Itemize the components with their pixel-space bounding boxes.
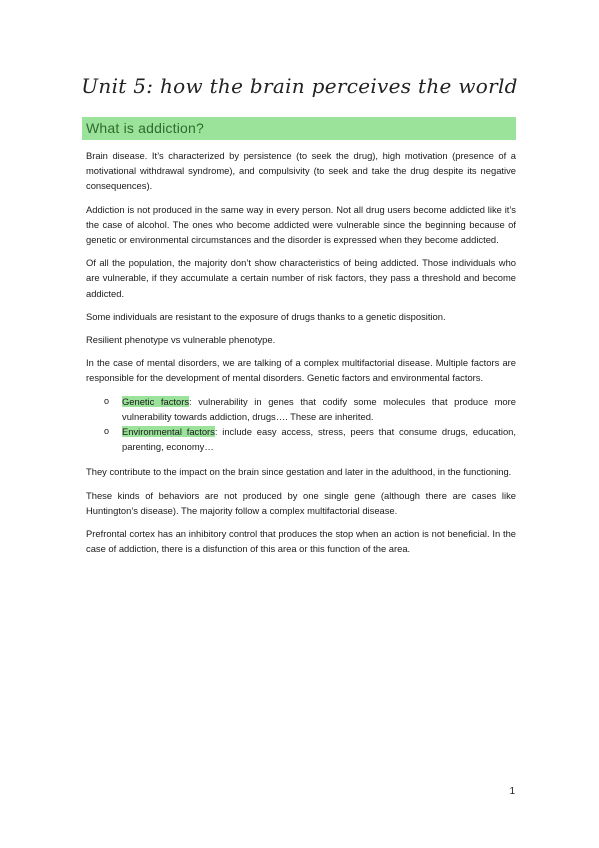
- list-item: [104, 394, 516, 424]
- highlighted-term: Genetic factors: [122, 395, 190, 407]
- paragraph: Addiction is not produced in the same way in every person. Not all drug users become addicted like it’s the case of alcohol. The ones who become addicted were vulnerable since the beginning because of genetic or environmental circumstances and the disorder is expressed when they become addicted.: [86, 203, 516, 246]
- section-heading: What is addiction?: [86, 120, 204, 136]
- paragraph: These kinds of behaviors are not produced by one single gene (although there are cases like Huntington’s disease). The majority follow a complex multifactorial disease.: [86, 489, 516, 516]
- section-heading-bar: [82, 117, 516, 140]
- highlighted-term: Environmental factors: [122, 426, 215, 438]
- paragraph: In the case of mental disorders, we are talking of a complex multifactorial disease. Multiple factors are responsible for the development of mental disorders. Genetic factors and environmental factors.: [86, 357, 516, 384]
- page-number: 1: [509, 786, 515, 797]
- paragraph: Some individuals are resistant to the exposure of drugs thanks to a genetic disposition.: [86, 310, 446, 322]
- factors-list: [86, 394, 516, 455]
- bullet-marker: o: [104, 395, 110, 406]
- paragraph: Brain disease. It’s characterized by persistence (to seek the drug), high motivation (presence of a motivational withdrawal syndrome), and compulsivity (to seek and take the drug despite its negative consequences).: [86, 150, 516, 192]
- paragraph: Of all the population, the majority don’t show characteristics of being addicted. Those individuals who are vulnerable, if they accumulate a certain number of risk factors, they pass a threshold and become addicted.: [86, 257, 516, 299]
- paragraph: Resilient phenotype vs vulnerable phenotype.: [86, 334, 276, 346]
- page-title: Unit 5: how the brain perceives the world: [81, 74, 518, 98]
- list-item-text: : include easy access, stress, peers that consume drugs, education, parenting, economy…: [122, 426, 516, 453]
- bullet-marker: o: [104, 426, 110, 437]
- list-item-text: : vulnerability in genes that codify some molecules that produce more vulnerability towards addiction, drugs…. These are inherited.: [122, 395, 516, 422]
- document-body: [86, 148, 516, 564]
- paragraph: Prefrontal cortex has an inhibitory control that produces the stop when an action is not beneficial. In the case of addiction, there is a disfunction of this area or this function of the area.: [86, 528, 516, 555]
- paragraph: They contribute to the impact on the brain since gestation and later in the adulthood, in the functioning.: [86, 466, 512, 478]
- list-item: [104, 424, 516, 454]
